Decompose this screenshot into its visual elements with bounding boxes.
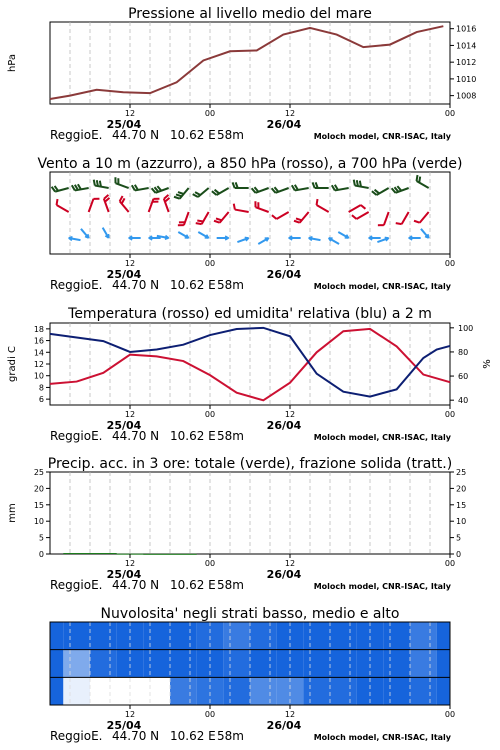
wind-barb-700	[212, 188, 229, 195]
y-axis-label: mm	[7, 503, 18, 523]
alt-label: 58m	[217, 578, 244, 592]
chart-title-precip: Precip. acc. in 3 ore: totale (verde), frazione solida (tratt.)	[47, 456, 453, 472]
cloud-cell	[330, 622, 357, 650]
wind-barb-850	[294, 212, 309, 223]
wind-barb-700	[115, 177, 128, 188]
cloud-cell	[170, 622, 197, 650]
cloud-cell	[437, 650, 450, 678]
wind-barb-10m	[309, 237, 321, 241]
cloud-cell	[303, 677, 330, 705]
y2-tick-label: 0	[456, 550, 462, 559]
wind-barb-850	[396, 212, 409, 224]
x-tick-label: 12	[124, 109, 136, 118]
lon-label: 10.62 E	[170, 429, 216, 443]
wind-barb-10m	[129, 236, 141, 240]
wind-barb-700	[94, 180, 109, 188]
date-label: 25/04	[106, 568, 142, 581]
chart-title-pressure: Pressione al livello medio del mare	[128, 6, 372, 22]
x-tick-label: 12	[124, 710, 136, 719]
y-tick-label: 5	[38, 533, 44, 543]
station-label: ReggioE.	[50, 729, 103, 743]
y-tick-label: 20	[33, 484, 44, 494]
wind-barb-850	[104, 195, 110, 212]
y-tick-label: 6	[38, 395, 44, 405]
date-label: 26/04	[266, 568, 302, 581]
x-tick-label: 12	[124, 259, 136, 268]
y-tick-label: 10	[33, 517, 44, 527]
cloud-cell	[63, 677, 90, 705]
credit-label: Moloch model, CNR-ISAC, Italy	[313, 733, 451, 742]
cloud-cell	[250, 622, 277, 650]
wind-barb-10m	[103, 228, 109, 238]
cloud-cell	[143, 677, 170, 705]
wind-barb-700	[233, 182, 249, 188]
wind-barb-850	[178, 212, 189, 225]
lat-label: 44.70 N	[112, 578, 160, 592]
wind-barb-850	[164, 195, 170, 212]
cloud-cell	[63, 622, 90, 650]
x-tick-label: 00	[204, 710, 216, 719]
y-tick-label: 1014	[456, 41, 477, 51]
lat-label: 44.70 N	[112, 128, 160, 142]
y-tick-label: 12	[33, 360, 44, 369]
x-tick-label: 12	[284, 410, 296, 419]
cloud-cell	[383, 650, 410, 678]
wind-barb-10m	[338, 232, 348, 238]
wind-barb-700	[372, 188, 389, 195]
wind-barb-700	[252, 187, 269, 193]
cloud-cell	[250, 650, 277, 678]
y2-tick-label: 60	[458, 372, 469, 382]
wind-barb-700	[72, 184, 89, 190]
credit-label: Moloch model, CNR-ISAC, Italy	[313, 132, 451, 141]
chart-title-wind: Vento a 10 m (azzurro), a 850 hPa (rosso), a 700 hPa (verde)	[37, 156, 463, 172]
wind-barb-700	[132, 185, 149, 191]
date-label: 26/04	[266, 719, 302, 732]
y2-tick-label: 15	[456, 500, 467, 510]
cloud-cell	[410, 622, 437, 650]
cloud-cell	[383, 622, 410, 650]
cloud-cell	[50, 622, 63, 650]
y2-tick-label: 5	[456, 533, 462, 543]
cloud-cell	[50, 650, 63, 678]
alt-label: 58m	[217, 429, 244, 443]
wind-barb-10m	[258, 238, 268, 244]
y2-tick-label: 80	[458, 347, 469, 357]
precip-bar	[143, 554, 170, 555]
y-tick-label: 18	[33, 324, 44, 334]
cloud-cell	[63, 650, 90, 678]
y-tick-label: 1010	[456, 74, 477, 84]
cloud-cell	[410, 677, 437, 705]
date-label: 25/04	[106, 719, 142, 732]
wind-barb-700	[417, 175, 429, 188]
wind-barb-10m	[178, 232, 188, 238]
cloud-cell	[90, 622, 117, 650]
x-tick-label: 12	[284, 259, 296, 268]
wind-barb-850	[255, 201, 268, 212]
y-tick-label: 16	[33, 336, 44, 346]
wind-barb-700	[174, 188, 189, 199]
credit-label: Moloch model, CNR-ISAC, Italy	[313, 582, 451, 591]
wind-barb-700	[313, 182, 329, 188]
y-tick-label: 25	[33, 468, 44, 477]
date-label: 26/04	[266, 268, 302, 281]
precip-bar	[170, 554, 197, 555]
wind-barb-850	[120, 196, 129, 212]
cloud-cell	[170, 650, 197, 678]
y-axis-label: gradi C	[7, 346, 18, 382]
alt-label: 58m	[217, 278, 244, 292]
x-tick-label: 00	[204, 559, 216, 568]
lat-label: 44.70 N	[112, 278, 160, 292]
y2-tick-label: 40	[458, 396, 469, 406]
cloud-cell	[143, 650, 170, 678]
x-tick-label: 12	[124, 559, 136, 568]
y-tick-label: 1008	[456, 91, 477, 101]
wind-barb-700	[193, 188, 209, 197]
cloud-cell	[410, 650, 437, 678]
y-tick-label: 1016	[456, 24, 477, 34]
wind-barb-850	[272, 212, 289, 219]
y-tick-label: 1012	[456, 58, 477, 68]
x-tick-label: 12	[284, 559, 296, 568]
x-tick-label: 12	[284, 109, 296, 118]
lon-label: 10.62 E	[170, 128, 216, 142]
wind-barb-700	[354, 180, 369, 188]
chart-title-clouds: Nuvolosita' negli strati basso, medio e alto	[100, 606, 400, 622]
lon-label: 10.62 E	[170, 278, 216, 292]
cloud-cell	[383, 677, 410, 705]
cloud-cell	[50, 677, 63, 705]
wind-barb-10m	[289, 236, 301, 240]
wind-barb-10m	[198, 232, 208, 238]
lat-label: 44.70 N	[112, 729, 160, 743]
x-tick-label: 00	[444, 259, 456, 268]
y2-tick-label: 100	[458, 323, 474, 333]
wind-barb-10m	[69, 237, 81, 241]
cloud-cell	[250, 677, 277, 705]
wind-barb-700	[152, 186, 169, 193]
y-axis-label: hPa	[7, 53, 18, 73]
y-tick-label: 10	[33, 371, 44, 381]
cloud-cell	[330, 650, 357, 678]
wind-barb-850	[317, 199, 329, 212]
date-label: 26/04	[266, 419, 302, 432]
y2-tick-label: 10	[456, 517, 467, 527]
cloud-cell	[330, 677, 357, 705]
station-label: ReggioE.	[50, 578, 103, 592]
cloud-cell	[223, 622, 250, 650]
x-tick-label: 00	[444, 410, 456, 419]
wind-barb-10m	[237, 237, 248, 242]
x-tick-label: 00	[204, 410, 216, 419]
date-label: 25/04	[106, 419, 142, 432]
cloud-cell	[303, 650, 330, 678]
cloud-cell	[303, 622, 330, 650]
y-tick-label: 0	[38, 550, 44, 559]
date-label: 26/04	[266, 118, 302, 131]
date-label: 25/04	[106, 268, 142, 281]
y2-tick-label: 25	[456, 468, 467, 477]
wind-barb-850	[349, 205, 366, 212]
wind-barb-850	[378, 212, 389, 225]
x-tick-label: 12	[284, 710, 296, 719]
wind-barb-850	[57, 199, 69, 212]
cloud-cell	[143, 622, 170, 650]
credit-label: Moloch model, CNR-ISAC, Italy	[313, 282, 451, 291]
alt-label: 58m	[217, 729, 244, 743]
lon-label: 10.62 E	[170, 729, 216, 743]
station-label: ReggioE.	[50, 429, 103, 443]
wind-barb-850	[414, 212, 429, 223]
x-tick-label: 00	[204, 259, 216, 268]
y2-tick-label: 20	[456, 484, 467, 494]
x-tick-label: 00	[204, 109, 216, 118]
wind-barb-700	[332, 185, 349, 191]
cloud-cell	[437, 677, 450, 705]
x-tick-label: 00	[444, 109, 456, 118]
x-tick-label: 00	[444, 559, 456, 568]
wind-barb-700	[392, 186, 409, 193]
date-label: 25/04	[106, 118, 142, 131]
wind-barb-10m	[217, 236, 229, 240]
station-label: ReggioE.	[50, 128, 103, 142]
y2-axis-label: %	[482, 359, 493, 369]
station-label: ReggioE.	[50, 278, 103, 292]
chart-title-temperature: Temperatura (rosso) ed umidita' relativa (blu) a 2 m	[68, 306, 432, 322]
y-tick-label: 8	[38, 383, 44, 393]
lon-label: 10.62 E	[170, 578, 216, 592]
panel-frame-1	[50, 172, 450, 254]
x-tick-label: 12	[124, 410, 136, 419]
precip-bar	[63, 553, 90, 554]
wind-barb-850	[234, 204, 249, 212]
cloud-cell	[90, 650, 117, 678]
wind-barb-700	[52, 186, 69, 192]
lat-label: 44.70 N	[112, 429, 160, 443]
cloud-cell	[223, 650, 250, 678]
precip-bar	[90, 553, 117, 554]
wind-barb-850	[352, 212, 369, 219]
cloud-cell	[223, 677, 250, 705]
pressure-line	[50, 26, 443, 99]
cloud-cell	[170, 677, 197, 705]
credit-label: Moloch model, CNR-ISAC, Italy	[313, 433, 451, 442]
x-tick-label: 00	[444, 710, 456, 719]
panel-frame-2	[50, 323, 450, 405]
panel-frame-3	[50, 472, 450, 554]
wind-barb-700	[272, 187, 289, 193]
y-tick-label: 14	[33, 348, 44, 358]
wind-barb-10m	[409, 236, 421, 240]
alt-label: 58m	[217, 128, 244, 142]
y-tick-label: 15	[33, 500, 44, 510]
wind-barb-850	[196, 212, 209, 224]
wind-barb-10m	[369, 236, 381, 240]
cloud-cell	[90, 677, 117, 705]
wind-barb-700	[292, 185, 309, 191]
wind-barb-10m	[81, 229, 89, 238]
cloud-cell	[437, 622, 450, 650]
wind-barb-850	[214, 212, 229, 223]
wind-barb-10m	[421, 229, 429, 238]
